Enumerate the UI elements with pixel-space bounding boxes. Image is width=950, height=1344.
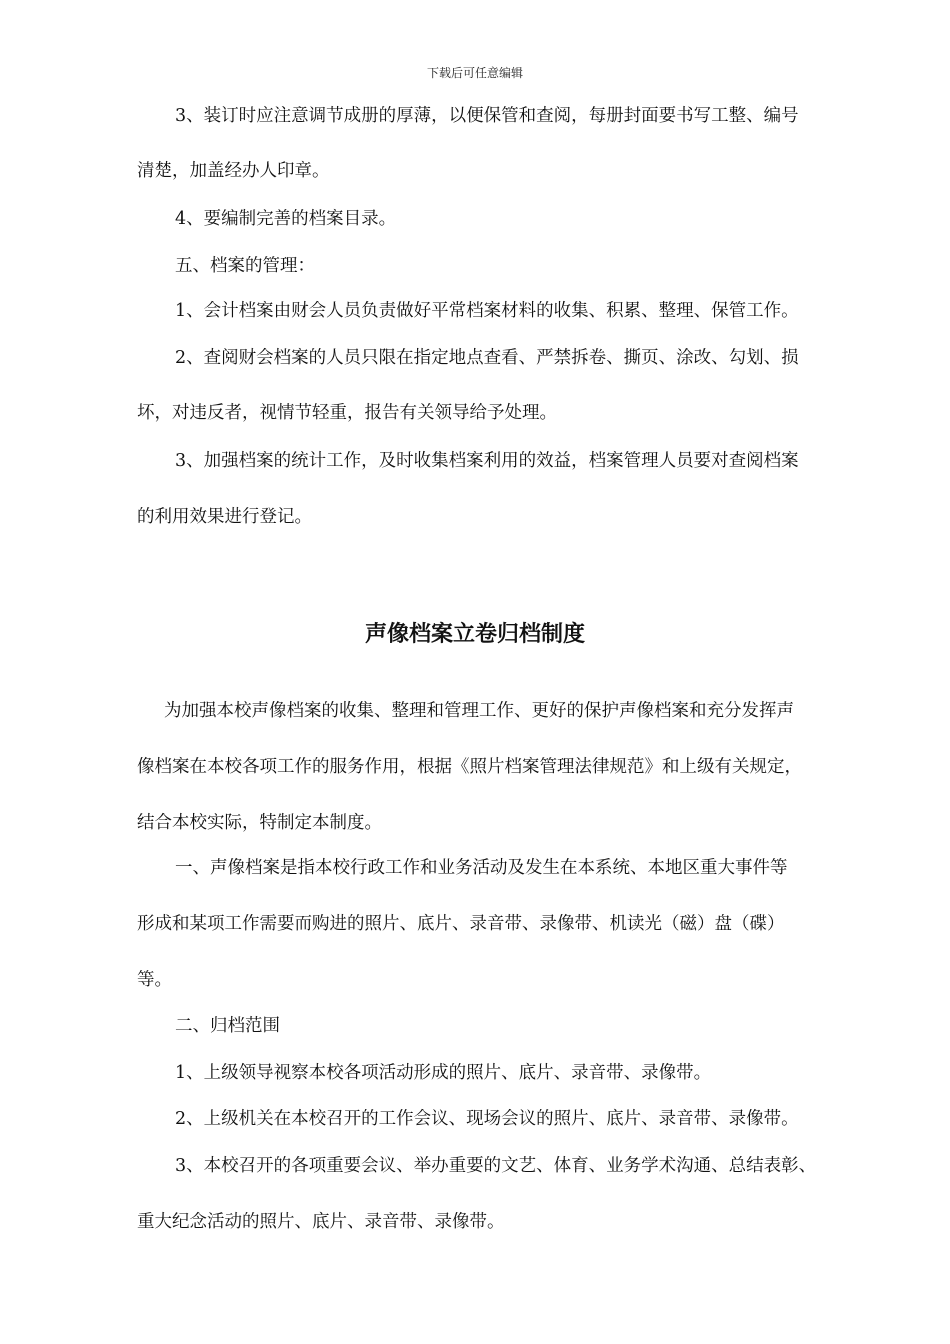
paragraph-line: 3、本校召开的各项重要会议、举办重要的文艺、体育、业务学术沟通、总结表彰、 [175, 1156, 817, 1176]
section-heading: 五、档案的管理： [175, 256, 315, 276]
paragraph-line: 1、会计档案由财会人员负责做好平常档案材料的收集、积累、整理、保管工作。 [175, 301, 799, 321]
paragraph-line: 重大纪念活动的照片、底片、录音带、录像带。 [137, 1212, 505, 1232]
paragraph-line: 一、声像档案是指本校行政工作和业务活动及发生在本系统、本地区重大事件等 [175, 858, 788, 878]
paragraph-line: 清楚，加盖经办人印章。 [137, 161, 330, 181]
paragraph-line: 形成和某项工作需要而购进的照片、底片、录音带、录像带、机读光（磁）盘（碟） [137, 914, 785, 934]
paragraph-line: 像档案在本校各项工作的服务作用，根据《照片档案管理法律规范》和上级有关规定， [137, 757, 802, 777]
paragraph-line: 1、上级领导视察本校各项活动形成的照片、底片、录音带、录像带。 [175, 1063, 712, 1083]
paragraph-line: 坏，对违反者，视情节轻重，报告有关领导给予处理。 [137, 403, 557, 423]
paragraph-line: 结合本校实际，特制定本制度。 [137, 813, 382, 833]
paragraph-line: 2、查阅财会档案的人员只限在指定地点查看、严禁拆卷、撕页、涂改、勾划、损 [175, 348, 799, 368]
section-heading: 二、归档范围 [175, 1016, 280, 1036]
paragraph-line: 为加强本校声像档案的收集、整理和管理工作、更好的保护声像档案和充分发挥声 [164, 701, 794, 721]
paragraph-line: 4、要编制完善的档案目录。 [175, 209, 397, 229]
paragraph-line: 的利用效果进行登记。 [137, 507, 312, 527]
document-title: 声像档案立卷归档制度 [364, 622, 585, 647]
page-header-note: 下载后可任意编辑 [426, 66, 523, 80]
paragraph-line: 3、装订时应注意调节成册的厚薄，以便保管和查阅，每册封面要书写工整、编号 [175, 106, 799, 126]
paragraph-line: 等。 [137, 970, 172, 990]
paragraph-line: 2、上级机关在本校召开的工作会议、现场会议的照片、底片、录音带、录像带。 [175, 1109, 799, 1129]
paragraph-line: 3、加强档案的统计工作，及时收集档案利用的效益，档案管理人员要对查阅档案 [175, 451, 799, 471]
